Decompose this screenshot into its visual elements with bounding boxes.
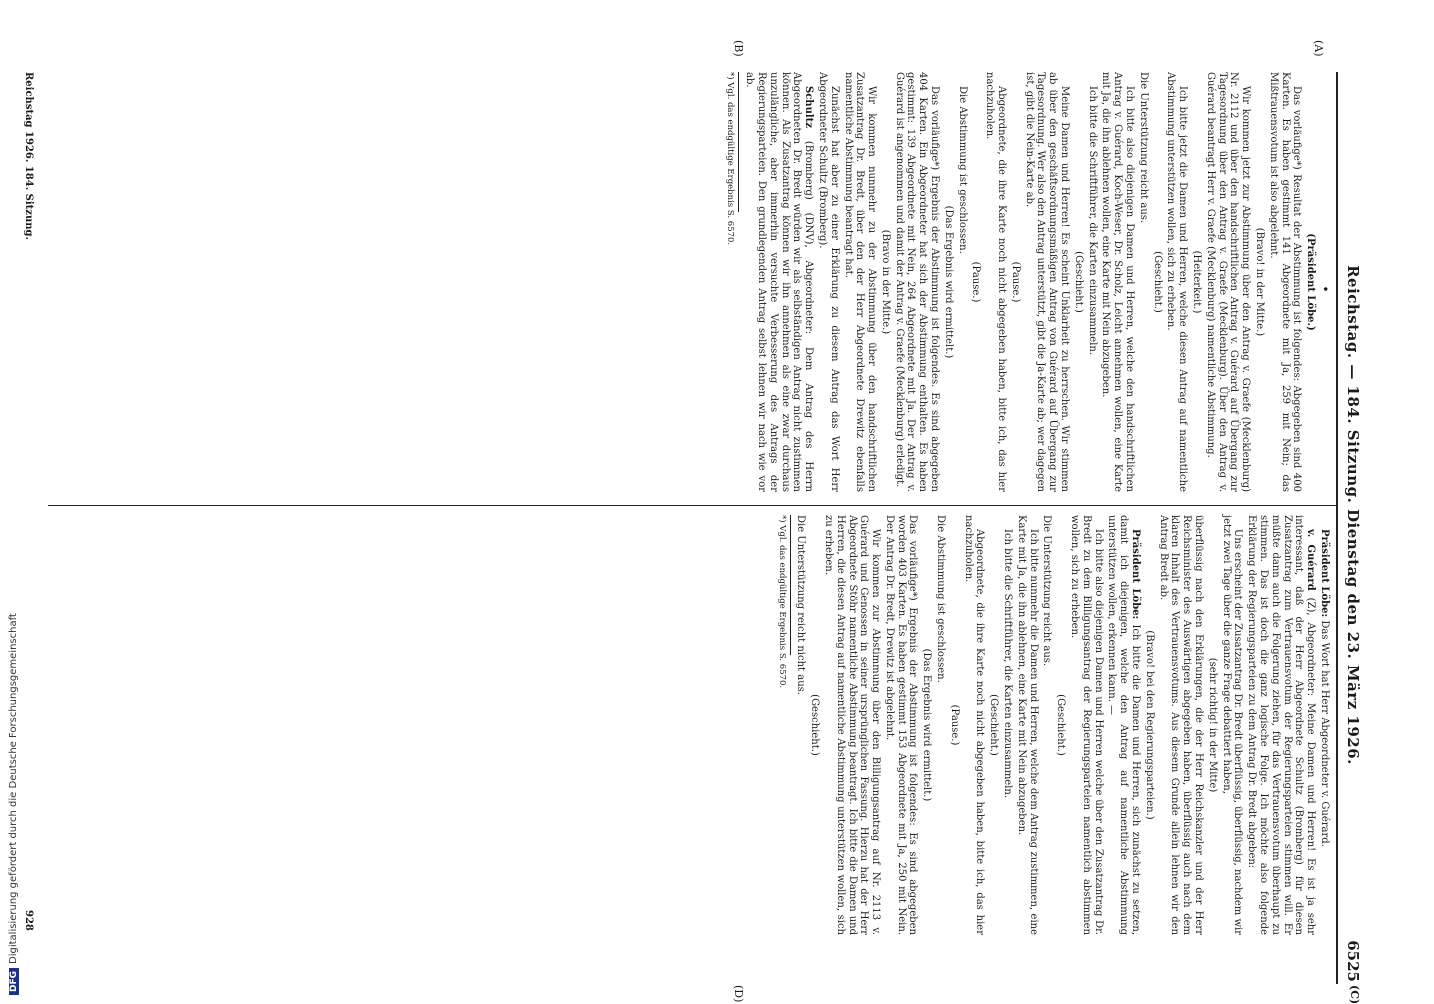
page-number: 6525 (1344, 940, 1362, 982)
dfg-logo: DFG (9, 968, 19, 995)
footnote: *) Vgl. das endgültige Ergebnis S. 6570. (776, 515, 787, 689)
paragraph: Das vorläufige*) Ergebnis der Abstimmung ist folgendes. Es sind abgegeben 404 Karten. Ein Abgeordneter hat sich der Abstimmung enthalten. Es haben gestimmt: 139 Abgeordnete mit Nein, 264 Abgeordnete mit Ja. Der Antrag v. Guérard ist angenommen und damit der Antrag v. Graefe (Mecklenburg) erledigt. (893, 72, 941, 492)
interjection: (Pause.) (948, 704, 960, 746)
paragraph: Die Unterstützung reicht nicht aus. (795, 515, 807, 695)
paragraph: Uns erscheint der Zusatzantrag Dr. Bredt überflüssig, überflüssig, nachdem wir jetzt zwei Tage über die ganze Frage debattiert haben, (1220, 515, 1244, 936)
paragraph: Das vorläufige*) Ergebnis der Abstimmung ist folgendes: Es sind abgegeben worden 403 Karten. Es haben gestimmt 153 Abgeordnete mit Ja, 250 mit Nein. Der Antrag Dr. Bredt, Drewitz ist abgelehnt. (883, 515, 919, 935)
paragraph: Ich bitte also diejenigen Damen und Herren welche über den Zusatzantrag Dr. Bredt zu dem Billigungsantrag der Regierungsparteien namentlich abstimmen wollen, sich zu erheben. (1069, 515, 1104, 935)
speaker-name: Präsident Löbe: (1130, 529, 1142, 620)
digitization-credit (8, 613, 19, 995)
paragraph: Abgeordnete, die ihre Karte noch nicht abgegeben haben, bitte ich, das hier nachzuholen. (984, 72, 1008, 492)
paragraph: Ich bitte jetzt die Damen und Herren, welche diesen Antrag auf namentliche Abstimmung unterstützen wollen, sich zu erheben. (1165, 72, 1189, 492)
speech-paragraph (1106, 515, 1141, 935)
speaker-name: Präsident Löbe: (1319, 529, 1330, 618)
margin-mark-d: (D) (732, 985, 745, 1003)
footnote: *) Vgl. das endgültige Ergebnis S. 6570. (725, 72, 736, 246)
paragraph: Ich bitte die Schriftführer, die Karten einzusammeln. (1002, 529, 1014, 799)
paragraph: Die Unterstützung reicht aus. (1137, 72, 1149, 224)
interjection: (Geschieht.) (1072, 251, 1084, 313)
interjection: (Geschieht.) (809, 694, 821, 756)
speech-text: Ich bitte die Damen und Herren, sich zunächst zu setzen, damit ich diejenigen, welche den Antrag auf namentliche Abstimmung unterstützen wollen, erkennen kann. — (1106, 515, 1142, 935)
paragraph: Die Abstimmung ist geschlossen. (935, 515, 947, 683)
margin-mark-c: (C) (1348, 985, 1361, 1004)
interjection: (Bravo! in der Mitte.) (1254, 227, 1266, 337)
paragraph: Die Unterstützung reicht aus. (1041, 515, 1053, 667)
paragraph: Wir kommen zur Abstimmung über den Billigungsantrag auf Nr. 2113 v. Guérard und Genossen in seiner ursprünglichen Fassung. Hierzu hat der Herr Abgeordnete Stöhr namentliche Abstimmung beantragt. Ich bitte die Damen und Herren, die diesen Antrag auf namentliche Abstimmung unterstützen wollen, sich zu erheben. (822, 515, 882, 935)
paragraph: Die Abstimmung ist geschlossen. (956, 86, 968, 254)
margin-mark-b: (B) (732, 40, 745, 57)
interjection: (Geschieht.) (1055, 694, 1067, 756)
speech-paragraph (1245, 515, 1316, 935)
paragraph: überflüssig nach den Erklärungen, die der Herr Reichskanzler und der Herr Reichsminister des Auswärtigen abgegeben haben, überflüssig auch nach dem klaren Inhalt des Vertrauensvotums. Aus diesem Grunde allein lehnen wir den Antrag Bredt ab. (1157, 515, 1205, 935)
speech-text: Das Wort hat Herr Abgeordneter v. Guérard. (1319, 617, 1330, 847)
footnote-rule (790, 515, 791, 655)
left-column (722, 72, 1330, 492)
footnote-rule (738, 72, 739, 212)
paragraph: Ich bitte also diejenigen Damen und Herren, welche den handschriftlichen Antrag v. Guérard, Koch-Weser, Dr. Scholz, Leicht annehmen wollen, eine Karte mit Ja, die ihn ablehnen wollen, eine Karte mit Nein abzugeben. (1100, 72, 1136, 492)
speech-text: (Z), Abgeordneter: Meine Damen und Herren! Es ist ja sehr interessant, daß der Herr Abgeordnete Schultz (Bromberg) für diesen Zusatzantrag zum Vertrauensvotum der Regierungsparteien stimmen will. Er müßte dann auch die Folgerung ziehen, für das Vertrauensvotum überhaupt zu stimmen. Das ist doch die ganz logische Folge. Ich möchte also folgende Erklärung der Regierungsparteien zu dem Antrag Dr. Bredt abgeben: (1246, 515, 1317, 936)
speech-text: (Bromberg) (DNV), Abgeordneter: Dem Antrag des Herrn Abgeordneten Dr. Bredt würden wir als selbständigen Antrag nicht zustimmen können. Als Zusatzantrag können wir ihn annehmen als eine zwar durchaus unzulängliche, aber immerhin versuchte Verbesserung des Antrags der Regierungsparteien. Den grundlegenden Antrag selbst lehnen wir nach wie vor ab. (744, 72, 815, 492)
interjection: (sehr richtig! in der Mitte) (1206, 657, 1218, 793)
paragraph: Wir kommen jetzt zur Abstimmung über den Antrag v. Graefe (Mecklenburg) Nr. 2112 und über den handschriftlichen Antrag v. Guérard auf Übergang zur Tagesordnung über den Antrag v. Graefe (Mecklenburg). Über den Antrag v. Guérard beantragt Herr v. Graefe (Mecklenburg) namentliche Abstimmung. (1204, 72, 1252, 492)
interjection: (Geschieht.) (1151, 251, 1163, 313)
footer-page-number: 928 (23, 910, 34, 931)
interjection: (Bravo in der Mitte.) (879, 229, 891, 335)
interjection: (Das Ergebnis wird ermittelt.) (942, 205, 954, 359)
credit-text: Digitalisierung gefördert durch die Deutsche Forschungsgemeinschaft (8, 613, 19, 964)
right-column (773, 515, 1330, 935)
speech-paragraph (1318, 515, 1330, 935)
paragraph: Zunächst hat aber zu einer Erklärung zu diesem Antrag das Wort Herr Abgeordneter Schultz (Bromberg). (816, 72, 840, 492)
footer-left: Reichstag 1926. 184. Sitzung. (23, 72, 34, 240)
header-rule (1336, 72, 1338, 984)
speaker-heading: (Präsident Löbe.) (1305, 233, 1317, 331)
paragraph: Meine Damen und Herren! Es scheint Unklarheit zu herrschen. Wir stimmen ab über den geschäftsordnungsmäßigen Antrag von Guérard auf Übergang zur Tagesordnung. Wer also den Antrag unterstützt, gibt die Ja-Karte ab; wer dagegen ist, gibt die Nein-Karte ab. (1023, 72, 1071, 492)
margin-mark-a: (A) (1312, 40, 1325, 57)
interjection: (Geschieht.) (988, 694, 1000, 756)
column-divider (48, 505, 1338, 506)
interjection: (Pause.) (1009, 261, 1021, 303)
paragraph: Das vorläufige*) Resultat der Abstimmung ist folgendes: Abgegeben sind 400 Karten. Es haben gestimmt 141 Abgeordnete mit Ja, 259 mit Nein; das Mißtrauensvotum ist also abgelehnt. (1267, 72, 1303, 492)
paragraph: Wir kommen nunmehr zu der Abstimmung über den handschriftlichen Zusatzantrag Dr. Bredt, über den der Herr Abgeordnete Drewitz ebenfalls namentliche Abstimmung beantragt hat. (842, 72, 878, 492)
running-title: Reichstag. — 184. Sitzung. Dienstag den 23. März 1926. (1344, 265, 1362, 765)
interjection: (Das Ergebnis wird ermittelt.) (921, 648, 933, 802)
speech-paragraph (743, 72, 814, 492)
interjection: (Heiterkeit.) (1191, 250, 1203, 314)
paragraph: Abgeordnete, die ihre Karte noch nicht abgegeben haben, bitte ich, das hier nachzuholen. (962, 515, 986, 935)
speaker-name: Schultz (803, 86, 815, 128)
speaker-name: v. Guérard (1305, 529, 1317, 591)
paragraph: Ich bitte die Schriftführer, die Karten einzusammeln. (1086, 86, 1098, 356)
column-mark: • (1319, 285, 1330, 293)
paragraph: Ich bitte nunmehr die Damen und Herren, welche dem Antrag zustimmen, eine Karte mit Ja, die ihn ablehnen, eine Karte mit Nein abzugeben. (1015, 515, 1039, 935)
interjection: (Bravo! bei den Regierungsparteien.) (1143, 630, 1155, 820)
interjection: (Pause.) (970, 261, 982, 303)
